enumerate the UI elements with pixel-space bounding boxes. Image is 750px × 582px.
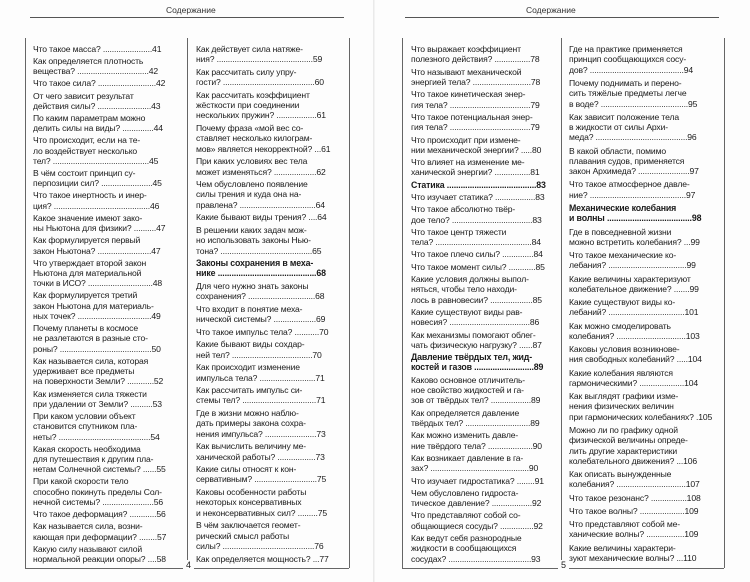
toc-entry: Что влияет на изменение ме- ханической энергии? ................81 — [411, 157, 540, 178]
column-rule-right-inner — [402, 38, 403, 568]
toc-entry: Почему поднимать и перено- сить тяжёлые предметы легче в воде? .......................................95 — [569, 77, 698, 109]
toc-entry: Что такое инертность и инер- ция? ...........................................46 — [33, 190, 160, 211]
toc-entry: Почему фраза «мой вес со- ставляет несколько килограм- мов» является некорректной? ...61 — [196, 123, 331, 154]
toc-entry: Что такое волны? ....................109 — [569, 505, 699, 516]
toc-entry: Какие колебания являются гармоническими? ....................104 — [569, 367, 698, 388]
page-header-right: Содержание — [526, 5, 576, 15]
toc-entry: Какие существуют виды ко- лебаний? ..................................101 — [569, 297, 699, 318]
toc-entry: Каково основное отличитель- ное свойство жидкостей и га- зов от твёрдых тел? ..................89 — [411, 374, 541, 406]
toc-entry: Что представляют собой со- общающиеся сосуды? ...............92 — [411, 510, 543, 531]
column-rule-right-middle — [561, 38, 562, 568]
toc-entry: Как формулируется третий закон Ньютона для материаль- ных точек? .................................49 — [33, 290, 161, 321]
toc-entry: Как вычислить величину ме- ханической работы? .................73 — [196, 441, 325, 462]
toc-entry: Какие силы относят к кон- сервативным? ............................75 — [196, 464, 327, 485]
toc-entry: По каким параметрам можно делить силы на виды? ..............44 — [33, 112, 163, 134]
toc-entry: Что называют механической энергией тела? ..........................78 — [411, 66, 541, 87]
toc-entry: Какая скорость необходима для путешествия к другим пла- нетам Солнечной системы? ......55 — [33, 443, 166, 475]
toc-entry: Каковы особенности работы некоторых консервативных и неконсервативных сил? .........75 — [196, 487, 327, 518]
page-number-right: 5 — [558, 560, 569, 570]
toc-entry: Что выражает коэффициент полезного действия? ................78 — [411, 44, 540, 65]
toc-entry: Как рассчитать коэффициент жёсткости при соединении нескольких пружин? ..................61 — [196, 89, 326, 121]
toc-entry: Что такое импульс тела? ...........70 — [196, 326, 329, 337]
toc-entry: Что такое центр тяжести тела? ...........................................84 — [411, 226, 541, 248]
toc-entry: Что такое сила? ..........................42 — [33, 78, 166, 89]
toc-entry: Что утверждает второй закон Ньютона для материальной точки в ИСО? .............................48 — [33, 257, 163, 289]
toc-entry: Что такое деформация? ............56 — [33, 509, 166, 520]
toc-entry: Что происходит, если на те- ло воздействует несколько тел? ...........................................45 — [33, 135, 159, 166]
column-rule-left-outer — [25, 38, 26, 568]
toc-entry: В решении каких задач мож- но использовать законы Нью- тона? .........................................65 — [196, 224, 322, 256]
toc-entry: Можно ли по графику одной физической величины опреде- лить другие характеристики колебательного движения? ...106 — [569, 424, 698, 466]
toc-section-heading: Давление твёрдых тел, жид- костей и газов ..........................89 — [411, 352, 544, 373]
toc-entry: При каком условии объект становится спутником пла- неты? .........................................54 — [33, 410, 160, 442]
toc-entry: Где в жизни можно наблю- дать примеры закона сохра- нения импульса? .......................73 — [196, 408, 326, 439]
toc-section-heading: Статика .......................................83 — [411, 179, 546, 190]
toc-column-2 — [196, 44, 343, 566]
toc-entry: Какие бывают виды трения? ....64 — [196, 212, 327, 223]
toc-entry: Где на практике применяется принцип сообщающихся сосу- дов? ..........................................94 — [569, 44, 694, 75]
right-page — [375, 0, 750, 582]
toc-entry: Что такое масса? ......................41 — [33, 44, 162, 54]
toc-entry: Как ведут себя разнородные жидкости в сообщающихся сосудах? .....................................93 — [411, 533, 541, 564]
toc-entry: Что такое абсолютно твёр- дое тело? ....................................83 — [411, 204, 542, 225]
toc-entry: Какое значение имеют зако- ны Ньютона для физики? ..........47 — [33, 212, 166, 234]
toc-entry: Что входит в понятие меха- нической системы? ...................69 — [196, 303, 326, 325]
page-number-left: 4 — [183, 560, 194, 570]
toc-entry: Какие величины характеризуют колебательное движение? .......99 — [569, 273, 699, 294]
toc-entry: Как описать вынужденные колебания? ...............................107 — [569, 469, 700, 490]
toc-entry: В чём состоит принцип су- перпозиции сил? .......................45 — [33, 168, 162, 189]
toc-entry: Как рассчитать импульс си- стемы тел? .................................71 — [196, 385, 326, 406]
toc-entry: Как зависит положение тела в жидкости от силы Архи- меда? .........................................96 — [569, 111, 697, 143]
toc-entry: Как механизмы помогают облег- чать физическую нагрузку? ......87 — [411, 329, 542, 350]
toc-entry: Как происходит изменение импульса тела? .........................71 — [196, 362, 325, 383]
page-header-left: Содержание — [166, 5, 216, 15]
toc-entry: Что такое момент силы? ............85 — [411, 261, 545, 272]
toc-entry: Где в повседневной жизни можно встретить колебания? ...99 — [569, 226, 700, 247]
toc-entry: Как можно смоделировать колебания? ...............................103 — [569, 320, 700, 341]
toc-entry: Как можно изменить давле- ние твёрдого тела? ....................90 — [411, 430, 542, 451]
toc-entry: От чего зависит результат действия силы? ........................43 — [33, 90, 161, 111]
toc-entry: Что такое плечо силы? ..............84 — [411, 249, 543, 260]
toc-entry: Как формулируется первый закон Ньютона? ........................47 — [33, 235, 161, 256]
toc-entry: Какие условия должны выпол- няться, чтобы тело находи- лось в равновесии? ...................85 — [411, 273, 542, 305]
column-rule-left-inner — [349, 38, 350, 568]
toc-entry: Чем обусловлено гидроста- тическое давление? ..................92 — [411, 487, 542, 509]
toc-entry: Каковы условия возникнове- ния свободных колебаний? .....104 — [569, 344, 702, 365]
toc-entry: Какие существуют виды рав- новесия? ....................................86 — [411, 306, 540, 328]
toc-entry: Что изучает статика? ..................83 — [411, 191, 545, 202]
toc-column-1 — [33, 44, 180, 566]
header-rule-left — [30, 17, 344, 18]
toc-entry: Как выглядят графики изме- нения физических величин при гармонических колебаниях? .105 — [569, 391, 713, 422]
toc-entry: Как называется сила, которая удерживает все предметы на поверхности Земли? ............52 — [33, 355, 164, 387]
toc-entry: Почему планеты в космосе не разлетаются в разные сто- роны? .........................................50 — [33, 323, 161, 354]
toc-column-4 — [569, 44, 716, 566]
column-rule-left-middle — [187, 38, 188, 568]
toc-section-heading: Механические колебания и волны .....................................98 — [569, 203, 702, 224]
toc-entry: Какие величины характери- зуют механические волны? ...110 — [569, 542, 697, 563]
toc-entry: Как рассчитать силу упру- гости? .........................................60 — [196, 66, 324, 88]
toc-entry: Что такое потенциальная энер- гия тела? ....................................79 — [411, 111, 540, 133]
toc-entry: При каких условиях вес тела может изменяться? ...................62 — [196, 156, 326, 177]
toc-column-3 — [411, 44, 558, 566]
toc-entry: Что такое механические ко- лебания? ...................................99 — [569, 250, 696, 271]
toc-section-heading: Законы сохранения в меха- нике ...........................................68 — [196, 258, 326, 279]
toc-entry: Как определяется плотность вещества? ................................42 — [33, 56, 159, 77]
toc-entry: Для чего нужно знать законы сохранения? ..............................68 — [196, 281, 325, 302]
column-rule-right-outer — [724, 38, 725, 568]
toc-entry: Как определяется давление твёрдых тел? .............................89 — [411, 407, 540, 429]
toc-entry: Что изучает гидростатика? ........91 — [411, 475, 544, 486]
toc-entry: Что происходит при измене- нии механической энергии? .....80 — [411, 134, 542, 155]
toc-entry: В чём заключается геомет- рический смысл работы силы? .........................................76 — [196, 520, 324, 551]
toc-entry: Какие бывают виды сохдар- ней тел? ....................................70 — [196, 339, 322, 360]
toc-entry: Какую силу называют силой нормальной реакции опоры? ....58 — [33, 543, 166, 564]
toc-entry: Что такое кинетическая энер- гия тела? ....................................79 — [411, 89, 540, 110]
toc-entry: Что такое атмосферное давле- ние? ...........................................97 — [569, 179, 696, 200]
header-rule-right — [405, 17, 719, 18]
toc-entry: Как называется сила, возни- кающая при деформации? ........57 — [33, 521, 167, 542]
toc-entry: Как возникает давление в га- зах? ............................................90 — [411, 452, 539, 474]
toc-entry: Как определяется мощность? ...77 — [196, 553, 329, 564]
toc-entry: В какой области, помимо плавания судов, применяется закон Архимеда? .......................97 — [569, 145, 699, 177]
toc-entry: Чем обусловлено появление силы трения и куда она на- правлена? ..................................64 — [196, 179, 325, 210]
toc-entry: Что такое резонанс? ................108 — [569, 492, 701, 503]
toc-entry: При какой скорости тело способно покинуть пределы Сол- нечной системы? .......................56 — [33, 476, 164, 508]
toc-entry: Как изменяется сила тяжести при удалении от Земли? ..........53 — [33, 388, 162, 409]
toc-entry: Что представляют собой ме- ханические волны? .................109 — [569, 519, 699, 540]
toc-entry: Как действует сила натяже- ния? ...........................................59 — [196, 44, 323, 65]
